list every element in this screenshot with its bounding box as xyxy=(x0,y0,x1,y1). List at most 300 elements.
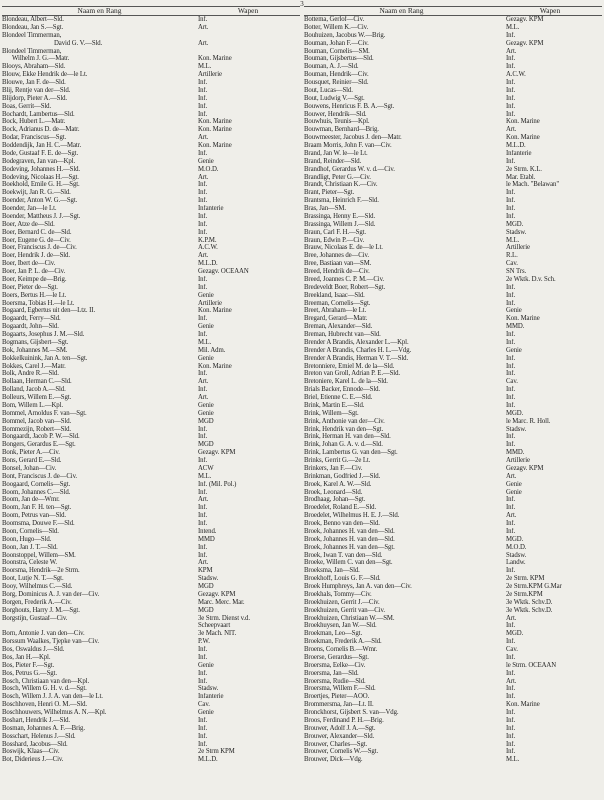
entry-wapen: 3e Strm. Dienst v.d. xyxy=(198,614,250,622)
entry-wapen: Genie xyxy=(506,488,522,496)
entry-name-rank: Wilhelm J. G.—Matr. xyxy=(12,55,70,63)
directory-entry xyxy=(2,32,302,40)
entry-name-rank: Boschhoven, Henri O. M.—Sld. xyxy=(2,701,87,709)
entry-name-rank: Bouwman, Bernhard—Brig. xyxy=(304,126,379,134)
directory-entry xyxy=(304,71,604,79)
entry-name-rank: Bosman, Johannes A. F.—Brig. xyxy=(2,724,85,732)
entry-wapen: Infanterie xyxy=(198,205,224,212)
entry-wapen: Cav. xyxy=(506,378,518,386)
entry-wapen: Art. xyxy=(198,378,209,386)
right-column xyxy=(304,6,604,796)
entry-wapen: Inf. xyxy=(506,394,516,401)
entry-wapen: Inf. xyxy=(506,693,516,701)
directory-entry xyxy=(2,520,302,528)
entry-wapen: Inf. xyxy=(198,669,208,677)
directory-entry xyxy=(2,717,302,725)
entry-name-rank: Bolleurs, Willem E.—Sgt. xyxy=(2,394,72,401)
entry-name-rank: Boonstra, Celeste W. xyxy=(2,559,58,567)
entry-name-rank: Bos, Pieter F.—Sgt. xyxy=(2,661,55,669)
directory-entry xyxy=(2,300,302,308)
directory-entry xyxy=(2,741,302,749)
entry-name-rank: Bras, Jan—SM. xyxy=(304,205,346,212)
entry-wapen: Inf. xyxy=(506,527,516,535)
entry-name-rank: Boender, Anton W. G.—Sgt. xyxy=(2,197,78,205)
entry-name-rank: Boorsma, Hendrik—2e Strm. xyxy=(2,567,80,575)
directory-entry xyxy=(304,583,604,591)
directory-entry xyxy=(2,197,302,205)
entry-name-rank: Bommezijn, Robert—Sld. xyxy=(2,425,71,433)
entry-wapen: Inf. xyxy=(506,504,516,512)
entry-name-rank: Bochardt, Lambertus—Sld. xyxy=(2,110,75,118)
entry-wapen: Art. xyxy=(198,173,209,181)
entry-wapen: A.C.W. xyxy=(198,244,218,252)
entry-name-rank: Brink, Lambertus G. van den—Sgt. xyxy=(304,449,398,457)
entry-wapen: MMD xyxy=(198,535,215,543)
entry-wapen: Inf. xyxy=(506,496,516,504)
directory-entry xyxy=(2,323,302,331)
entry-name-rank: Bongaardt, Jacob P. W.—Sld. xyxy=(2,433,80,441)
entry-wapen: Mil. Adm. xyxy=(198,346,226,354)
directory-entry xyxy=(304,134,604,142)
directory-entry xyxy=(2,748,302,756)
entry-wapen: Inf. xyxy=(198,110,208,118)
entry-name-rank: Braam Morris, John F. van—Civ. xyxy=(304,142,392,149)
entry-name-rank: Brant, Pieter—Sgt. xyxy=(304,189,355,197)
directory-entry xyxy=(304,370,604,378)
entry-wapen: Kon. Marine xyxy=(198,118,232,126)
directory-entry xyxy=(2,559,302,567)
directory-entry xyxy=(2,189,302,197)
entry-wapen: Inf. xyxy=(198,457,208,464)
directory-entry xyxy=(2,402,302,410)
entry-wapen: M.L.D. xyxy=(506,142,526,149)
entry-wapen: Kon. Marine xyxy=(506,134,540,142)
entry-name-rank: Bos, Oswaldus J.—Sld. xyxy=(2,646,65,653)
entry-name-rank: Bos, Jan H.—Kpl. xyxy=(2,653,51,661)
entry-name-rank: Broersma, Jan—Sld. xyxy=(304,669,359,677)
directory-entry xyxy=(304,244,604,252)
entry-wapen: Artillerie xyxy=(506,244,530,252)
entry-wapen: Cav. xyxy=(198,701,210,709)
entry-wapen: Inf. xyxy=(506,685,516,693)
directory-entry xyxy=(2,441,302,449)
directory-entry xyxy=(304,378,604,386)
directory-entry xyxy=(2,670,302,678)
entry-wapen: Inf. xyxy=(198,181,208,189)
entry-name-rank: Boer, Bernard C. de—Sld. xyxy=(2,228,72,236)
entry-wapen: Inf. xyxy=(506,638,516,646)
directory-entry xyxy=(304,323,604,331)
entry-wapen: Kon. Marine xyxy=(506,118,540,126)
entry-wapen: Inf. xyxy=(506,370,516,378)
entry-wapen: Inf. xyxy=(506,79,516,86)
entry-wapen: Genie xyxy=(198,661,214,669)
entry-name-rank: Boekhold, Emile G. H.—Sgt. xyxy=(2,181,80,189)
entry-wapen: Inf. xyxy=(506,63,516,71)
entry-name-rank: Boekwijt, Jan R. G.—Sld. xyxy=(2,189,71,197)
entry-name-rank: Broersma, Eelke—Civ. xyxy=(304,661,366,669)
directory-entry xyxy=(304,63,604,71)
entry-wapen: Genie xyxy=(506,307,522,315)
entry-wapen: Kon. Marine xyxy=(506,315,540,323)
header-name: Naam en Rang xyxy=(77,6,122,15)
directory-entry xyxy=(304,221,604,229)
entry-name-rank: Broekhuizen, Gerrit van—Civ. xyxy=(304,606,385,614)
directory-entry xyxy=(304,394,604,402)
entry-name-rank: Brassinga, Willem J.—Sld. xyxy=(304,220,376,228)
directory-entry xyxy=(2,252,302,260)
directory-entry xyxy=(2,363,302,371)
entry-wapen: Inf. xyxy=(506,102,516,110)
entry-name-rank: Bouman, A. J.—Sld. xyxy=(304,63,359,71)
header-wapen: Wapen xyxy=(237,6,259,15)
entry-wapen: Genie xyxy=(198,323,214,331)
entry-wapen: Inf. xyxy=(198,740,208,748)
directory-entry xyxy=(2,244,302,252)
directory-entry xyxy=(304,111,604,119)
entry-name-rank: Blondeau, Albert—Sld. xyxy=(2,16,64,23)
directory-entry xyxy=(304,40,604,48)
entry-name-rank: Brink, Herman H. van den—Sld. xyxy=(304,433,391,441)
entry-name-rank: Boer, Ibert de—Civ. xyxy=(2,260,56,268)
entry-name-rank: Brantsma, Heinrich F.—Sld. xyxy=(304,197,379,205)
entry-name-rank: Broek, Johannes H. van den—Sld. xyxy=(304,535,395,543)
entry-name-rank: Borgen, Frederik A.—Civ. xyxy=(2,598,72,606)
entry-name-rank: Boer, Keimpe de—Brig. xyxy=(2,275,67,283)
entry-wapen: le Mach. "Belawan" xyxy=(506,181,560,189)
entry-name-rank: Broedelet, Wilhelmus H. E. J.—Sld. xyxy=(304,512,400,520)
directory-entry xyxy=(2,307,302,315)
directory-entry xyxy=(304,630,604,638)
entry-name-rank: Broedelet, Roland E.—Sld. xyxy=(304,504,377,512)
directory-entry xyxy=(304,197,604,205)
entry-name-rank: Bosch, Willem J. J. A. van den—le Lt. xyxy=(2,693,103,701)
directory-entry xyxy=(304,709,604,717)
entry-wapen: Inf. xyxy=(198,433,208,441)
entry-wapen: R.L. xyxy=(506,252,518,260)
directory-entry xyxy=(2,504,302,512)
entry-name-rank: Brouwer, Alexander—Sld. xyxy=(304,732,375,740)
directory-entry xyxy=(2,174,302,182)
entry-name-rank: Bottema, Gerlof—Civ. xyxy=(304,16,365,23)
entry-wapen: 2e Strm.KPM xyxy=(506,590,543,598)
entry-name-rank: Broens, Cornelis B.—Wmr. xyxy=(304,646,378,653)
directory-entry xyxy=(304,126,604,134)
entry-name-rank: Brassinga, Henny E.—Sld. xyxy=(304,212,376,220)
entry-name-rank: Bree, Johannes de—Civ. xyxy=(304,252,369,260)
entry-name-rank: Bout, Ludwig V.—Sgt. xyxy=(304,94,365,102)
entry-name-rank: Bokkelkuinink, Jan A. ten—Sgt. xyxy=(2,354,88,362)
entry-name-rank: Boom, Johannes C.—Sld. xyxy=(2,488,71,496)
entry-wapen: Inf. xyxy=(198,220,208,228)
entry-name-rank: Broek, Johannes H. van den—Sgt. xyxy=(304,543,395,551)
entry-wapen: Inf. xyxy=(506,197,516,205)
directory-entry xyxy=(304,441,604,449)
entry-name-rank: Bronckhorst, Gijsbert S. van—Vdg. xyxy=(304,709,399,716)
entry-wapen: 2e Strm. KPM xyxy=(506,575,545,583)
entry-name-rank: Blondeel Timmerman, xyxy=(2,47,62,55)
entry-wapen: Genie xyxy=(198,354,214,362)
directory-entry xyxy=(2,221,302,229)
directory-entry xyxy=(2,646,302,654)
directory-entry xyxy=(304,339,604,347)
entry-name-rank: Blouw, Ekke Hendrik de—le Lt. xyxy=(2,71,88,79)
directory-entry xyxy=(304,489,604,497)
entry-wapen: Inf. xyxy=(198,551,208,559)
directory-entry xyxy=(2,575,302,583)
directory-entry xyxy=(2,355,302,363)
directory-entry xyxy=(304,654,604,662)
entry-wapen: Inf. xyxy=(506,441,516,449)
entry-wapen: Inf. xyxy=(198,94,208,102)
directory-entry xyxy=(2,701,302,709)
entry-wapen: 2e Wktk. D.v. Sch. xyxy=(506,275,556,283)
entry-wapen: Inf. xyxy=(506,86,516,94)
directory-entry xyxy=(304,701,604,709)
directory-entry xyxy=(304,16,604,24)
entry-wapen: Gezagv. KPM xyxy=(506,16,544,23)
directory-entry xyxy=(304,615,604,623)
entry-wapen: 2e Strm. K.L. xyxy=(506,165,542,173)
directory-entry xyxy=(2,40,302,48)
entry-wapen: Stadsw. xyxy=(506,228,527,236)
directory-entry xyxy=(2,630,302,638)
directory-entry xyxy=(304,717,604,725)
directory-entry xyxy=(304,520,604,528)
entry-name-rank: Bout, Lucas—Sld. xyxy=(304,86,353,94)
entry-name-rank: Brandhof, Gerardus W. v. d.—Civ. xyxy=(304,165,395,173)
entry-name-rank: Broertjes, Pieter—AOO. xyxy=(304,693,370,701)
entry-wapen: MGD. xyxy=(506,535,524,543)
entry-wapen: Inf. xyxy=(506,520,516,527)
directory-entry xyxy=(2,386,302,394)
entry-wapen: Art. xyxy=(506,512,517,520)
directory-entry xyxy=(2,662,302,670)
entry-name-rank: Broersma, Willem F.—Sld. xyxy=(304,685,376,693)
entry-name-rank: Bretoniere, Karel L. de la—Sld. xyxy=(304,378,388,386)
entry-name-rank: Bongers, Gerardus E.—Sgt. xyxy=(2,441,76,449)
directory-entry xyxy=(304,174,604,182)
entry-name-rank: Bouwer, Hendrik—Sld. xyxy=(304,110,367,118)
entry-wapen: Inf. xyxy=(198,331,208,338)
entry-wapen: Inf. xyxy=(506,622,516,630)
entry-wapen: Inf. xyxy=(506,157,516,165)
entry-name-rank: Brinkman, Godfried J.—Sld. xyxy=(304,472,381,480)
entry-wapen: Inf. xyxy=(198,102,208,110)
header-wapen: Wapen xyxy=(539,6,561,15)
entry-name-rank: Boas, Gerrit—Sld. xyxy=(2,102,52,110)
directory-entry xyxy=(2,496,302,504)
entry-wapen: Inf. xyxy=(198,386,208,394)
entry-wapen: M.L. xyxy=(198,63,212,71)
entry-wapen: Inf. xyxy=(198,189,208,197)
entry-name-rank: Bree, Bastiaan van—SM. xyxy=(304,260,372,268)
directory-entry xyxy=(2,544,302,552)
entry-name-rank: Booy, Wilhelmus C.—Sld. xyxy=(2,583,73,590)
directory-entry xyxy=(304,433,604,441)
entry-name-rank: Boon, Jan J. T.—Sld. xyxy=(2,543,58,551)
directory-entry xyxy=(2,347,302,355)
entry-name-rank: Brender A Brandis, Charles H. L.—Vdg. xyxy=(304,346,412,354)
directory-entry xyxy=(2,756,302,764)
directory-entry xyxy=(304,292,604,300)
entry-name-rank: Brender A Brandis, Alexander L.—Kpl. xyxy=(304,338,409,346)
directory-entry xyxy=(304,118,604,126)
directory-entry xyxy=(2,433,302,441)
directory-entry xyxy=(304,87,604,95)
entry-name-rank: Blooys, Abraham—Sld. xyxy=(2,63,66,71)
directory-entry xyxy=(2,79,302,87)
directory-entry xyxy=(304,685,604,693)
directory-entry xyxy=(304,544,604,552)
entry-wapen: Infanterie xyxy=(198,693,224,701)
directory-entry xyxy=(2,111,302,119)
entry-name-rank: David G. V.—Sld. xyxy=(54,39,103,47)
entry-wapen: Inf. xyxy=(198,86,208,94)
entry-name-rank: Broekhals, Tommy—Civ. xyxy=(304,590,372,598)
directory-entry xyxy=(2,693,302,701)
directory-entry xyxy=(2,16,302,24)
directory-entry xyxy=(304,189,604,197)
directory-entry xyxy=(2,158,302,166)
entry-name-rank: Blouwe, Jan F. de—Sld. xyxy=(2,79,66,86)
entry-wapen: Art. xyxy=(506,126,517,134)
entry-wapen: Gezagv. KPM xyxy=(506,39,544,47)
entry-name-rank: Boot, Lutje N. T.—Sgt. xyxy=(2,575,64,583)
entry-wapen: Inf. xyxy=(506,331,516,338)
directory-entry xyxy=(2,370,302,378)
entry-name-rank: Broos, Ferdinand P. H.—Brig. xyxy=(304,716,384,724)
entry-wapen: Cav. xyxy=(506,646,518,653)
entry-wapen: Inf. xyxy=(506,110,516,118)
directory-entry xyxy=(2,591,302,599)
directory-entry xyxy=(2,48,302,56)
entry-name-rank: Boom, Petrus van—Sld. xyxy=(2,512,66,520)
directory-entry xyxy=(304,276,604,284)
directory-entry xyxy=(2,95,302,103)
entry-wapen: Kon. Marine xyxy=(198,307,232,315)
entry-name-rank: Bodar, Franciscus—Sgt. xyxy=(2,134,67,142)
entry-name-rank: Brouwer, Dick—Vdg. xyxy=(304,756,363,764)
entry-wapen: Inf. xyxy=(506,716,516,724)
entry-name-rank: Broerse, Gerardus—Sgt. xyxy=(304,653,369,661)
directory-entry xyxy=(2,473,302,481)
entry-wapen: 3e Wktk. Schv.D. xyxy=(506,606,553,614)
entry-name-rank: Broekhuysen, Jan W.—Sld. xyxy=(304,622,377,630)
entry-wapen: Inf. xyxy=(198,716,208,724)
entry-name-rank: Boender, Mattheus J. J.—Sgt. xyxy=(2,212,81,220)
entry-wapen: MGD. xyxy=(506,220,524,228)
directory-entry xyxy=(304,457,604,465)
entry-name-rank: Bolk, Andre R.—Sld. xyxy=(2,370,59,378)
entry-name-rank: Brinkers, Jan F.—Civ. xyxy=(304,464,363,472)
entry-wapen: M.O.D. xyxy=(506,543,527,551)
entry-wapen: Inf. xyxy=(198,315,208,323)
directory-entry xyxy=(304,567,604,575)
entry-wapen: Marc. Merc. Mar. xyxy=(198,598,245,606)
entry-wapen: M.L.D. xyxy=(198,260,218,268)
entry-name-rank: Brandligt, Peter G.—Civ. xyxy=(304,173,371,181)
entry-name-rank: Brials Backer, Ennode—Sld. xyxy=(304,386,381,394)
directory-entry xyxy=(304,426,604,434)
entry-name-rank: Breeman, Cornelis—Sgt. xyxy=(304,299,371,307)
entry-wapen: Inf. xyxy=(506,401,516,409)
directory-entry xyxy=(2,552,302,560)
entry-name-rank: Bouwens, Henricus F. B. A.—Sgt. xyxy=(304,102,395,110)
entry-wapen: Inf. xyxy=(506,748,516,756)
entry-name-rank: Bode, Gustaaf F. E. de—Sgt. xyxy=(2,149,79,157)
entry-name-rank: Borg, Dominicus A. J. van der—Civ. xyxy=(2,590,100,598)
entry-name-rank: Bollaan, Herman C.—Sld. xyxy=(2,378,72,386)
entry-name-rank: Boer, Franciscus J. de—Civ. xyxy=(2,244,77,252)
directory-entry xyxy=(304,103,604,111)
entry-name-rank: Brink, Hendrik van den—Sgt. xyxy=(304,425,384,433)
entry-name-rank: Borghouts, Harry J. M.—Sgt. xyxy=(2,606,80,614)
right-entries xyxy=(304,16,604,764)
entry-name-rank: Boender, Jan—le Lt. xyxy=(2,205,57,212)
entry-wapen: Inf. xyxy=(506,433,516,441)
entry-wapen: Inf. xyxy=(506,283,516,291)
entry-wapen: Inf. xyxy=(198,212,208,220)
directory-entry xyxy=(304,24,604,32)
entry-name-rank: Bolland, Jacob A.—Sld. xyxy=(2,386,66,394)
directory-entry xyxy=(2,481,302,489)
directory-entry xyxy=(304,252,604,260)
entry-wapen: Inf. xyxy=(506,291,516,299)
entry-wapen: Inf. xyxy=(506,567,516,575)
entry-name-rank: Born, Antonie J. van den—Civ. xyxy=(2,630,85,638)
directory-entry xyxy=(304,622,604,630)
directory-entry xyxy=(304,741,604,749)
entry-wapen: Kon. Marine xyxy=(198,126,232,134)
directory-entry xyxy=(2,449,302,457)
entry-name-rank: Borgstijn, Gustaaf—Civ. xyxy=(2,614,68,622)
entry-wapen: Genie xyxy=(198,409,214,417)
entry-wapen: M.L. xyxy=(506,23,520,31)
directory-entry xyxy=(2,260,302,268)
entry-wapen: Genie xyxy=(198,709,214,716)
directory-entry xyxy=(304,347,604,355)
entry-name-rank: Broekhuizen, Christiaan W.—SM. xyxy=(304,614,395,622)
directory-entry xyxy=(2,134,302,142)
entry-wapen: M.O.D. xyxy=(198,165,219,173)
directory-entry xyxy=(304,504,604,512)
directory-entry xyxy=(304,449,604,457)
entry-wapen: SN Trs. xyxy=(506,268,527,275)
entry-name-rank: Brender A Brandis, Herman V. T.—Sld. xyxy=(304,354,409,362)
directory-entry xyxy=(304,284,604,292)
entry-name-rank: Broek Humphreys, Jan A. van den—Civ. xyxy=(304,583,412,590)
directory-entry xyxy=(304,150,604,158)
entry-wapen: Inf. xyxy=(506,386,516,394)
directory-entry xyxy=(304,465,604,473)
entry-name-rank: Breman, Hubrecht van—Sld. xyxy=(304,331,381,338)
directory-entry xyxy=(304,32,604,40)
entry-name-rank: Blondeel Timmerman, xyxy=(2,31,62,39)
entry-wapen: Art. xyxy=(506,472,517,480)
directory-entry xyxy=(304,756,604,764)
entry-wapen: MMD. xyxy=(506,323,525,331)
directory-entry xyxy=(2,607,302,615)
entry-wapen: Cav. xyxy=(506,260,518,268)
directory-entry xyxy=(304,496,604,504)
entry-name-rank: Boswijk, Klaas—Civ. xyxy=(2,748,60,756)
entry-name-rank: Broek, Karel A. W.—Sld. xyxy=(304,480,372,488)
entry-name-rank: Bodegraven, Jan van—Kpl. xyxy=(2,157,76,165)
directory-entry xyxy=(2,418,302,426)
entry-name-rank: Bodeving, Johannes H.—Sld. xyxy=(2,165,81,173)
directory-entry xyxy=(304,575,604,583)
